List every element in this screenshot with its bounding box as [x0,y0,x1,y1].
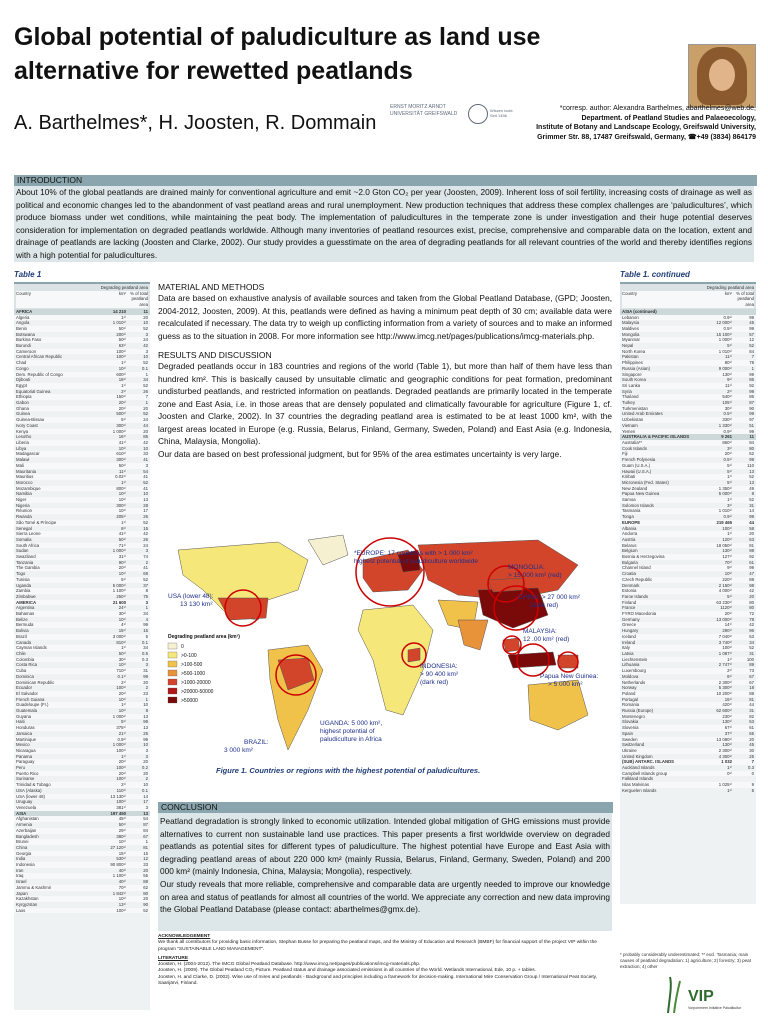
table-row: Mozambique 800¹⁾ 41 [16,485,148,491]
table-row: Faroe Islands 5¹⁾ 20 [622,593,754,599]
mongolia [488,578,523,592]
table-row: Moldova 8¹⁾ 67 [622,673,754,679]
table2-title: Table 1. continued [620,270,690,279]
table-row: Nigeria 300¹⁾ 28 [16,502,148,508]
table-row: Morocco 1¹⁾ 52 [16,479,148,485]
table-row: Afghanistan 45¹⁾ 54 [16,816,148,822]
table-row: Bulgaria 70¹⁾ 61 [622,559,754,565]
table-footnotes: * probably considerably underestimated; ** excl. Tasmania; main causes of peatland degradation: 1) agriculture; 2) forestry; 3) peat extraction; 4) other [620,952,751,969]
callout-malaysia-b: 12 .00 km² (red) [523,636,570,643]
table-row: Azerbaijan 29¹⁾ 84 [16,827,148,833]
table-row: Italy 100¹⁾ 52 [622,645,754,651]
table-region-row: ASIA 197 450 13 [16,810,148,816]
table-row: Mauritania 11¹⁾ 54 [16,468,148,474]
table-row: Panama 1¹⁾ 3 [16,753,148,759]
table-row: Guadeloupe (Fr.) 1¹⁾ 10 [16,702,148,708]
table-row: Brunei 10¹⁾ 1 [16,839,148,845]
table-row: Algeria 1¹⁾ 20 [16,314,148,320]
table-row: Denmark 2 150¹⁾ 98 [622,582,754,588]
table-row: India 530¹⁾ 12 [16,856,148,862]
callout-png-b: > 5 000 km² [548,681,583,688]
table-row: Guinea 500¹⁾ 52 [16,411,148,417]
table-row: Iraq 1 100¹⁾ 55 [16,873,148,879]
table-row: Madagascar 610¹⁾ 33 [16,451,148,457]
table-row: Uganda 5 000¹⁾ 37 [16,582,148,588]
table-row: Angola 1 010¹⁾ 10 [16,320,148,326]
table-row: Spain 37¹⁾ 65 [622,730,754,736]
table-row: Nepal 5¹⁾ 52 [622,343,754,349]
table-region-row: AMERICA 21 600 3 [16,599,148,605]
table-region-row: EUROPE 219 465 44 [622,519,754,525]
callout-mongolia-a: MONGOLIA: [508,564,545,571]
partner-logo: Wissen lockt. Seit 1456 [490,108,514,118]
table-row: Hawaii (U.S.A.) 5¹⁾ 13 [622,468,754,474]
intro-text: About 10% of the global peatlands are drained mainly for conventional agriculture and emit ~2.0 Gton CO₂ per year (Joosten, 2009). Inherent loss of soil fertility, increasing costs of drainage as well as political and economic changes led to the abandonment of vast peatland areas and rural unemployment. New production techniques that address these complex challenges are ‘paludicultures’, which produce biomass under wet conditions, while maintaining the peat body. The implementation of paludicultures in the temperate zone is under investigation and their huge potential deserves consideration for implementation on degraded peatlands worldwide. Although many inventories of peatland resources exist, precise, comprehensive and comparable data on the location, extent and drainage of peatlands are lacking (Joosten and Clarke, 2002). Our study provides a guesstimate on the area of degrading peatlands for all relevant countries of the world and thereby identifies regions with a high potential for paludicultures. [14,186,754,262]
table-row: Philippines 80¹⁾ 78 [622,360,754,366]
table-row: Pakistan 11¹⁾ 7 [622,354,754,360]
table-row: United Arab Emirates 0.5¹⁾ 99 [622,411,754,417]
table-row: Sudan 1 000¹⁾ 3 [16,548,148,554]
table-region-row: AUSTRALIA & PACIFIC ISLANDS 9 261 11 [622,434,754,440]
legend-swatch [168,643,177,649]
table2: Degrading peatland area Country km² % of total peatland area ASIA (continued) Lebanon 0.9¹⁾ 99 Malaysia 12 000¹⁾ 45 Maldives 0.5¹⁾ 99 Mongolia 15 100¹⁾ 57 Myanmar 1 000¹⁾ 12 Nepal 5¹⁾ 52 North Korea 1 010¹⁾ 84 Pakistan 11¹⁾ 7 Philippines 80¹⁾ 78 Russia (Asian) 9 000¹⁾ 1 Singapore 130¹⁾ 99 South Korea 9¹⁾ 86 Sri Lanka 11¹⁾ 92 Syria 2¹⁾ 99 Thailand 540¹⁾ 86 Turkey 105¹⁾ 87 Turkmenistan 30¹⁾ 90 United Arab Emirates 0.5¹⁾ 99 Uzbekistan 330¹⁾ 97 Vietnam 1 330¹⁾ 51 Yemen 0.9¹⁾ 99 AUSTRALIA & PACIFIC ISLANDS 9 261 11 Australia** 860¹⁾ 94 Cook Islands 3¹⁾ 80 Fiji 20¹⁾ 52 French Polynesia 0.5¹⁾ 99 Guam (U.S.A.) 5¹⁾ 110 Hawaii (U.S.A.) 5¹⁾ 13 Kiribati 1¹⁾ 52 Micronesia (Fed. States) 5¹⁾ 13 New Zealand 1 350¹⁾ 49 Papua New Guinea 5 000¹⁾ 8 Samoa 1¹⁾ 52 Solomon Islands 3¹⁾ 31 Tasmania 1 010¹⁾ 14 Tonga 0.9¹⁾ 99 EUROPE 219 465 44 Albania 100¹⁾ 58 Andorra 1¹⁾ 20 Austria 120¹⁾ 63 Belarus 18 050¹⁾ 81 Belgium 130¹⁾ 98 Bosnia & Herzegovina 127¹⁾ 92 Bulgaria 70¹⁾ 61 Channel Island 9¹⁾ 99 Croatia 10¹⁾ 47 Czech Republic 220¹⁾ 88 Denmark 2 150¹⁾ 98 Estonia 4 000¹⁾ 42 Faroe Islands 5¹⁾ 20 Finland 63 230¹⁾ 80 France 1120¹⁾ 80 FYRO Macedonia 20¹⁾ 72 Germany 13 000¹⁾ 78 Greece 14¹⁾ 42 Hungary 290¹⁾ 96 Iceland 7 040¹⁾ 53 Ireland 3 740¹⁾ 34 Italy 100¹⁾ 52 Latvia 1 087¹⁾ 31 Liechtenstein 1¹⁾ 100 Lithuania 2 747¹⁾ 89 Luxembourg 2¹⁾ 73 Moldova 8¹⁾ 67 Netherlands 2 300¹⁾ 67 Norway 5 300¹⁾ 18 Poland 10 200¹⁾ 88 Portugal 15¹⁾ 81 Romania 420¹⁾ 44 Russia (Europe) 62 600¹⁾ 31 Montenegro 230¹⁾ 82 Slovakia 130¹⁾ 53 Slovenia 67¹⁾ 61 Spain 37¹⁾ 65 Sweden 13 080¹⁾ 20 Switzerland 130¹⁾ 45 Ukraine 2 300¹⁾ 30 United Kingdom 4 300¹⁾ 25 (SUB) ANTARC. ISLANDS 1 032 7 Auckland Islands 1¹⁾ 0.3 Campbell Islands group 0¹⁾ 0 Falkland Islands Islas Malvinas 1 025¹⁾ 9 Kerguelen Islands 1¹⁾ 5 [620,282,756,904]
table-row: Thailand 540¹⁾ 86 [622,394,754,400]
table-row: Guatemala 10¹⁾ 8 [16,708,148,714]
table-row: French Polynesia 0.5¹⁾ 99 [622,457,754,463]
table-row: North Korea 1 010¹⁾ 84 [622,348,754,354]
table-row: Trinidad & Tobago 2¹⁾ 10 [16,782,148,788]
table-row: Guam (U.S.A.) 5¹⁾ 110 [622,462,754,468]
table-row: Slovenia 67¹⁾ 61 [622,725,754,731]
table-row: Jamaica 21¹⁾ 25 [16,730,148,736]
table-region-row: (SUB) ANTARC. ISLANDS 1 032 7 [622,759,754,765]
table-row: Canada 810¹⁾ 0.1 [16,639,148,645]
table-row: Latvia 1 087¹⁾ 31 [622,651,754,656]
table-row: South Korea 9¹⁾ 86 [622,377,754,383]
table-row: Israel 40¹⁾ 88 [16,879,148,885]
table-row: Mali 50¹⁾ 3 [16,462,148,468]
table-row: Vietnam 1 330¹⁾ 51 [622,422,754,428]
table-row: Ukraine 2 300¹⁾ 30 [622,747,754,753]
table-row: Sierra Leone 41¹⁾ 42 [16,531,148,537]
table1-title: Table 1 [14,270,42,279]
table-row: Laos 100¹⁾ 52 [16,907,148,913]
table-row: Yemen 0.9¹⁾ 99 [622,428,754,434]
table-row: Cuba 710¹⁾ 31 [16,668,148,674]
table-row: Argentina 24¹⁾ 1 [16,605,148,611]
table-row: Guinea-Bissau 5¹⁾ 24 [16,417,148,423]
table-row: Russia (Asian) 9 000¹⁾ 1 [622,365,754,371]
table-row: Channel Island 9¹⁾ 99 [622,565,754,571]
table-row: France 1120¹⁾ 80 [622,605,754,611]
table-row: Belgium 130¹⁾ 98 [622,548,754,554]
table-row: Venezuela 381¹⁾ 3 [16,804,148,810]
intro-heading: INTRODUCTION [14,175,757,186]
table1: Degrading peatland area Country km² % of total peatland area AFRICA 14 210 11 Algeria 1¹⁾ 20 Angola 1 010¹⁾ 10 Benin 50¹⁾ 52 Botswana 200¹⁾ 3 Burkina Faso 50²⁾ 24 Burundi 63¹⁾ 42 Cameroon 100¹⁾ 3 Central African Republic 100¹⁾ 10 Chad 1¹⁾ 52 Congo 10¹⁾ 0.1 Dem. Republic of Congo 600¹⁾ 1 Djibouti 18¹⁾ 34 Egypt 1¹⁾ 52 Equatorial Guinea 2¹⁾ 26 Ethiopia 150¹⁾ 7 Gabon 20¹⁾ 1 Ghana 20¹⁾ 20 Guinea 500¹⁾ 52 Guinea-Bissau 5¹⁾ 24 Ivory Coast 300¹⁾ 44 Kenya 1 000¹⁾ 20 Lesotho 16¹⁾ 85 Liberia 41¹⁾ 42 Libya 10¹⁾ 10 Madagascar 610¹⁾ 33 Malawi 300¹⁾ 41 Mali 50¹⁾ 3 Mauritania 11¹⁾ 54 Mauritius 0.02¹⁾ 41 Morocco 1¹⁾ 52 Mozambique 800¹⁾ 41 Namibia 10¹⁾ 10 Niger 10¹⁾ 13 Nigeria 300¹⁾ 28 Réunion 10¹⁾ 17 Rwanda 205¹⁾ 26 São Tomé & Príncipe 1¹⁾ 52 Senegal 8¹⁾ 15 Sierra Leone 41¹⁾ 42 Somalia 50¹⁾ 26 South Africa 71¹⁾ 24 Sudan 1 000¹⁾ 3 Swaziland 31¹⁾ 74 Tanzania 90¹⁾ 2 The Gambia 20¹⁾ 41 Togo 10¹⁾ 69 Tunisia 5¹⁾ 52 Uganda 5 000¹⁾ 37 Zambia 1 100¹⁾ 8 Zimbabwe 250¹⁾ 75 AMERICA 21 600 3 Argentina 24¹⁾ 1 Bahamas 30¹⁾ 34 Belize 10¹⁾ 4 Bermuda 4¹⁾ 99 Bolivia 15¹⁾ 15 Brazil 3 000¹⁾ 5 Canada 810¹⁾ 0.1 Cayman Islands 1¹⁾ 34 Chile 50¹⁾ 0.5 Colombia 30¹⁾ 0.3 Costa Rica 10¹⁾ 3 Cuba 710¹⁾ 31 Dominica 0.1¹⁾ 99 Dominican Republic 2¹⁾ 20 Ecuador 100¹⁾ 2 El Salvador 20¹⁾ 23 French Guiana 10¹⁾ 1 Guadeloupe (Fr.) 1¹⁾ 10 Guatemala 10¹⁾ 8 Guyana 1 000¹⁾ 13 Haiti 5¹⁾ 99 Honduras 375¹⁾ 13 Jamaica 21¹⁾ 25 Martinique 0.9¹⁾ 99 Mexico 1 000¹⁾ 10 Nicaragua 100¹⁾ 3 Panama 1¹⁾ 3 Paraguay 20¹⁾ 20 Peru 100¹⁾ 0.2 Puerto Rico 20¹⁾ 20 Suriname 100¹⁾ 2 Trinidad & Tobago 2¹⁾ 10 USA (Alaska) 110¹⁾ 0.1 USA (lower 48) 13 130¹⁾ 14 Uruguay 100¹⁾ 17 Venezuela 381¹⁾ 3 ASIA 197 450 13 Afghanistan 45¹⁾ 54 Armenia 50¹⁾ 87 Azerbaijan 29¹⁾ 84 Bangladesh 380¹⁾ 67 Brunei 10¹⁾ 1 China 27 120¹⁾ 81 Georgia 15¹⁾ 15 India 530¹⁾ 12 Indonesia 90 800¹⁾ 33 Iran 40¹⁾ 20 Iraq 1 100¹⁾ 55 Israel 40¹⁾ 88 Jammu & Kashmir 70¹⁾ 62 Japan 1 842¹⁾ 80 Kazakhstan 10¹⁾ 20 Kyrgyzstan 13¹⁾ 90 Laos 100¹⁾ 52 [14,282,150,1010]
vip-subtext: Vorpommern Initiative Paludikultur [688,1006,742,1010]
callout-uganda-c: paludiculture in Africa [320,736,382,743]
uganda [408,648,420,662]
table-row: Senegal 8¹⁾ 15 [16,525,148,531]
table-row: Equatorial Guinea 2¹⁾ 26 [16,388,148,394]
table-row: Tonga 0.9¹⁾ 99 [622,514,754,520]
legend-title: Degrading peatland area (km²) [168,634,240,640]
table-row: Central African Republic 100¹⁾ 10 [16,354,148,360]
table-row: Cameroon 100¹⁾ 3 [16,348,148,354]
table-row: Estonia 4 000¹⁾ 42 [622,588,754,594]
table-row: Malawi 300¹⁾ 41 [16,457,148,463]
table-row: Chile 50¹⁾ 0.5 [16,651,148,656]
legend-label: >0-100 [181,653,197,659]
table-row: Brazil 3 000¹⁾ 5 [16,633,148,639]
table-row: Chad 1¹⁾ 52 [16,360,148,366]
table-row: Tunisia 5¹⁾ 52 [16,576,148,582]
table-row: Sri Lanka 11¹⁾ 92 [622,382,754,388]
world-map-figure [158,520,610,775]
table-row: Belize 10¹⁾ 4 [16,616,148,622]
table-region-row: AFRICA 14 210 11 [16,308,148,314]
table-row: Austria 120¹⁾ 63 [622,536,754,542]
table-row: FYRO Macedonia 20¹⁾ 72 [622,611,754,617]
vip-logo [660,975,750,1015]
callout-china-a: CHINA: > 27 000 km² [518,594,580,601]
table-row: Lithuania 2 747¹⁾ 89 [622,662,754,668]
author-photo [688,44,756,108]
table-row: Tanzania 90¹⁾ 2 [16,559,148,565]
legend-swatch [168,670,177,676]
legend-label: >20000-50000 [181,689,214,695]
table-row: Micronesia (Fed. States) 5¹⁾ 13 [622,479,754,485]
table2-body [620,309,756,794]
figure-caption: Figure 1. Countries or regions with the highest potential of paludicultures. [216,766,481,775]
table-row: Uzbekistan 330¹⁾ 97 [622,417,754,423]
callout-brazil-a: BRAZIL: [244,739,269,746]
table-row: Benin 50¹⁾ 52 [16,325,148,331]
table-row: Dominican Republic 2¹⁾ 20 [16,679,148,685]
table-row: Switzerland 130¹⁾ 45 [622,742,754,748]
table-row: China 27 120¹⁾ 81 [16,844,148,850]
table-row: Myanmar 1 000¹⁾ 12 [622,337,754,343]
callout-brazil-b: 3 000 km² [224,747,253,754]
table-row: Poland 10 200¹⁾ 88 [622,690,754,696]
table-row: Papua New Guinea 5 000¹⁾ 8 [622,491,754,497]
table-row: Zimbabwe 250¹⁾ 75 [16,593,148,599]
table-row: Ghana 20¹⁾ 20 [16,405,148,411]
table-row: Japan 1 842¹⁾ 80 [16,890,148,896]
table-row: Singapore 130¹⁾ 99 [622,371,754,377]
table-row: Colombia 30¹⁾ 0.3 [16,656,148,662]
table-row: Czech Republic 220¹⁾ 88 [622,576,754,582]
table-row: Georgia 15¹⁾ 15 [16,850,148,856]
table-row: Russia (Europe) 62 600¹⁾ 31 [622,708,754,714]
callout-uganda-b: highest potential of [320,728,375,735]
table-row: Gabon 20¹⁾ 1 [16,400,148,406]
table-row: Paraguay 20¹⁾ 20 [16,759,148,765]
table-row: Mauritius 0.02¹⁾ 41 [16,474,148,480]
table-row: Finland 63 230¹⁾ 80 [622,599,754,605]
table-row: Norway 5 300¹⁾ 18 [622,685,754,691]
table-row: United Kingdom 4 300¹⁾ 25 [622,753,754,759]
table-row: Tasmania 1 010¹⁾ 14 [622,508,754,514]
table-row: Uruguay 100¹⁾ 17 [16,799,148,805]
table-row: Croatia 10¹⁾ 47 [622,571,754,577]
acknowledgement-block: ACKNOWLEDGEMENT We thank all contributors for providing basic information, Stephan Busse for preparing the peatland maps, and the Ministry of Education and Research (BMBF) for financial support of the project VIP within the program "SUSTAINABLE LAND MANAGEMENT". LITERATURE Joosten, H. (2004-2012). The IMCG Global Peatland Database. http://www.imcg.net/pages/publications/imcg-materials.php. Joosten, H. (2009). The Global Peatland CO₂ Picture. Peatland status and drainage associated emissions in all countries of the World. Wetlands International, Ede, 10 p. + tables. Joosten, H. and Clarke, D. (2002). Wise use of mires and peatlands - Background and principles including a framework for decision-making. International Mire Conservation Group / International Peat Society, Saarijärvi, Finland. [158,934,598,987]
results-heading: RESULTS AND DISCUSSION [158,350,272,360]
callout-usa-a: USA (lower 48): [168,593,214,600]
legend-label: >100-500 [181,662,203,668]
legend-swatch [168,652,177,658]
table-row: Peru 100¹⁾ 0.2 [16,765,148,771]
table-row: Islas Malvinas 1 025¹⁾ 9 [622,782,754,788]
table-row: Portugal 15¹⁾ 81 [622,696,754,702]
table-row: Netherlands 2 300¹⁾ 67 [622,679,754,685]
table-row: Bolivia 15¹⁾ 15 [16,628,148,634]
table-row: Haiti 5¹⁾ 99 [16,719,148,725]
callout-china-b: (dark red) [530,602,559,609]
contact-block: *corresp. author: Alexandra Barthelmes, abarthelmes@web.de, Department. of Peatland Studies and Palaeoecology, Institute of Botany and Landscape Ecology, Greifswald University, Grimmer Str. 88, 17487 Greifswald, Germany, ☎+49 (3834) 864179 [536,105,756,141]
crest-icon [468,104,488,124]
table-row: Costa Rica 10¹⁾ 3 [16,662,148,668]
table-row: Slovakia 130¹⁾ 53 [622,719,754,725]
conclusion-heading: CONCLUSION [158,802,613,813]
table-row: USA (Alaska) 110¹⁾ 0.1 [16,787,148,793]
table-row: Mexico 1 000¹⁾ 10 [16,742,148,748]
methods-heading: MATERIAL AND METHODS [158,282,265,292]
table-row: El Salvador 20¹⁾ 23 [16,690,148,696]
legend-label: >500-1000 [181,671,206,677]
table-row: Solomon Islands 3¹⁾ 31 [622,502,754,508]
table-row: Liberia 41¹⁾ 42 [16,439,148,445]
methods-results [158,280,612,460]
table-row: Fiji 20¹⁾ 52 [622,451,754,457]
table-row: Dominica 0.1¹⁾ 99 [16,673,148,679]
table-row: Liechtenstein 1¹⁾ 100 [622,656,754,662]
table-row: Zambia 1 100¹⁾ 8 [16,588,148,594]
table-row: Honduras 375¹⁾ 13 [16,725,148,731]
papua-new-guinea [558,655,578,668]
legend-swatch [168,688,177,694]
table-row: Indonesia 90 800¹⁾ 33 [16,862,148,868]
table-row: Dem. Republic of Congo 600¹⁾ 1 [16,371,148,377]
table-row: Kiribati 1¹⁾ 52 [622,474,754,480]
author-list: A. Barthelmes*, H. Joosten, R. Dommain [14,112,377,134]
legend-swatch [168,661,177,667]
callout-europe-b: highest potential of paludiculture worldwide [354,558,478,565]
callout-indonesia-b: > 90 400 km² [420,671,459,678]
table-row: Iceland 7 040¹⁾ 53 [622,633,754,639]
table-row: Auckland Islands 1¹⁾ 0.3 [622,765,754,771]
legend-label: >50000 [181,698,198,704]
table-row: Suriname 100¹⁾ 2 [16,776,148,782]
table-row: The Gambia 20¹⁾ 41 [16,565,148,571]
table-row: Ecuador 100¹⁾ 2 [16,685,148,691]
table-row: Guyana 1 000¹⁾ 13 [16,713,148,719]
legend-label: >1000-20000 [181,680,211,686]
table-row: Turkmenistan 30¹⁾ 90 [622,405,754,411]
callout-uganda-a: UGANDA: 5 000 km², [320,720,383,727]
table-row: Andorra 1¹⁾ 20 [622,531,754,537]
table-row: Australia** 860¹⁾ 94 [622,439,754,445]
table-row: Kenya 1 000¹⁾ 20 [16,428,148,434]
callout-mongolia-b: > 15 000 km² (red) [508,572,562,579]
table-row: Congo 10¹⁾ 0.1 [16,365,148,371]
table-row: Kerguelen Islands 1¹⁾ 5 [622,787,754,793]
table-row: Burundi 63¹⁾ 42 [16,343,148,349]
table-row: USA (lower 48) 13 130¹⁾ 14 [16,793,148,799]
table-row: Syria 2¹⁾ 99 [622,388,754,394]
callout-indonesia-c: (dark red) [420,679,449,686]
table-row: Jammu & Kashmir 70¹⁾ 62 [16,884,148,890]
table-row: Samoa 1¹⁾ 52 [622,497,754,503]
table-row: Cook Islands 3¹⁾ 80 [622,445,754,451]
table-row: Kyrgyzstan 13¹⁾ 90 [16,901,148,907]
table-row: Ethiopia 150¹⁾ 7 [16,394,148,400]
table-row: Swaziland 31¹⁾ 74 [16,554,148,560]
reed-icon [668,977,671,1013]
table-row: Rwanda 205¹⁾ 26 [16,514,148,520]
table-row: Somalia 50¹⁾ 26 [16,536,148,542]
table-row: Germany 13 000¹⁾ 78 [622,616,754,622]
table-row: Botswana 200¹⁾ 3 [16,331,148,337]
table-row: Puerto Rico 20¹⁾ 20 [16,770,148,776]
table-row: Campbell Islands group 0¹⁾ 0 [622,770,754,776]
table-row: Ivory Coast 300¹⁾ 44 [16,422,148,428]
table-row: Romania 420¹⁾ 44 [622,702,754,708]
table-row: Iran 40¹⁾ 20 [16,867,148,873]
table-row: Armenia 50¹⁾ 87 [16,822,148,828]
table-row: Niger 10¹⁾ 13 [16,497,148,503]
table-row: Luxembourg 2¹⁾ 73 [622,668,754,674]
table-row: Albania 100¹⁾ 58 [622,525,754,531]
table-row: South Africa 71¹⁾ 24 [16,542,148,548]
conclusion-text: Peatland degradation is strongly linked to economic utilization. Intended global mitigation of GHG emissions must provide alternatives to current non sustainable land use practices. This paper presents a first worldwide overview on degraded peatlands as potential sites for different types of paludiculture. The highest potential have Europe and East Asia with degrading peatland areas of about 220 000 km² (mainly Russia, Belarus, Finland, Germany, Sweden, Poland) and 200 000 km² (mainly Indonesia, China, Malaysia; Mongolia), respectively. Our study reveals that more reliable, comprehensive and comparable data are urgently needed to improve our knowledge on area and status of peatlands for almost all countries of the world. We appreciate any correction and new data improving the Global Peatland Database (please contact: abarthelmes@gmx.de). [158,813,612,931]
methods-text: Data are based on exhaustive analysis of available sources and taken from the Global Peatland Database, (GPD; Joosten, 2004-2012, Joosten, 2009). At this, peatlands were defined as having a minimum peat depth of 30 cm; available data were recalculated if necessary. The data try to weigh up conflicting information from a variety of sources and to make an informed guess as to the situation in 2008. For more information see http://www.imcg.net/pages/publications/imcg-materials.php. [158,293,612,341]
malaysia [503,638,520,652]
table-row: Turkey 105¹⁾ 87 [622,400,754,406]
table-row: New Zealand 1 350¹⁾ 49 [622,485,754,491]
table-row: Martinique 0.9¹⁾ 99 [16,736,148,742]
table-row: Malaysia 12 000¹⁾ 45 [622,320,754,326]
table-row: Cayman Islands 1¹⁾ 34 [16,645,148,651]
callout-indonesia-a: INDONESIA: [420,663,458,670]
university-name: ERNST MORITZ ARNDT UNIVERSITÄT GREIFSWALD [390,104,458,117]
table-row: Belarus 18 050¹⁾ 81 [622,542,754,548]
legend-label: 0 [181,644,184,650]
table-row: Mongolia 15 100¹⁾ 57 [622,331,754,337]
table1-body [14,309,150,914]
table-row: Ireland 3 740¹⁾ 34 [622,639,754,645]
table-row: Sweden 13 080¹⁾ 20 [622,736,754,742]
table-row: French Guiana 10¹⁾ 1 [16,696,148,702]
table-row: Réunion 10¹⁾ 17 [16,508,148,514]
table-row: Namibia 10¹⁾ 10 [16,491,148,497]
table-row: Lebanon 0.9¹⁾ 99 [622,314,754,320]
table-row: Libya 10¹⁾ 10 [16,445,148,451]
table-row: Nicaragua 100¹⁾ 3 [16,747,148,753]
table-row: Maldives 0.5¹⁾ 99 [622,325,754,331]
table-row: Egypt 1¹⁾ 52 [16,382,148,388]
table-row: Lesotho 16¹⁾ 85 [16,434,148,440]
vip-text: VIP [688,988,714,1005]
legend-swatch [168,679,177,685]
table-row: Bosnia & Herzegovina 127¹⁾ 92 [622,554,754,560]
callout-europe-a: *EUROPE: 17 countries with > 1 000 km² [354,550,473,557]
results-text-2: Our data are based on best professional judgment, but for 95% of the area estimates uncertainty is very large. [158,448,562,459]
table-row: Bahamas 30¹⁾ 34 [16,611,148,617]
callout-malaysia-a: MALAYSIA: [523,628,557,635]
callout-png-a: Papua New Guinea: [540,673,599,680]
table-row: Togo 10¹⁾ 69 [16,571,148,577]
table-row: Djibouti 18¹⁾ 34 [16,377,148,383]
table-row: Falkland Islands [622,776,654,782]
poster-title: Global potential of paludiculture as land use alternative for rewetted peatlands [14,23,541,85]
results-text-1: Degraded peatlands occur in 183 countries and regions of the world (Table 1), but more than half of them have less than hundred km². This is basically caused by unsuitable climatic and geographic conditions for peat formation, predominant undisturbed peatlands, and restricted information on peatlands. Degraded peatlands are primarily located in the temperate zone and East Asia, i.e. in those areas that are densely populated and climatically favourable for agriculture (Figure 1, cf. Joosten and Clarke, 2002). In 37 countries the degrading peatland area is estimated to be at least 1000 km², with the largest areas located in Europe (e.g. Russia, Belarus, Finland, Germany, Sweden, Poland) and East Asia (e.g. Indonesia, China, Malaysia, Mongolia). [158,361,612,446]
table-row: Bangladesh 380¹⁾ 67 [16,833,148,839]
table-region-row: ASIA (continued) [620,309,756,315]
university-logos [390,104,514,138]
table-row: Kazakhstan 10¹⁾ 20 [16,896,148,902]
legend-swatch [168,697,177,703]
table-row: Burkina Faso 50²⁾ 24 [16,337,148,343]
table-row: Hungary 290¹⁾ 96 [622,628,754,634]
table-row: São Tomé & Príncipe 1¹⁾ 52 [16,519,148,525]
table-row: Greece 14¹⁾ 42 [622,622,754,628]
callout-usa-b: 13 130 km² [180,601,213,608]
table-row: Montenegro 230¹⁾ 82 [622,713,754,719]
table-row: Bermuda 4¹⁾ 99 [16,622,148,628]
